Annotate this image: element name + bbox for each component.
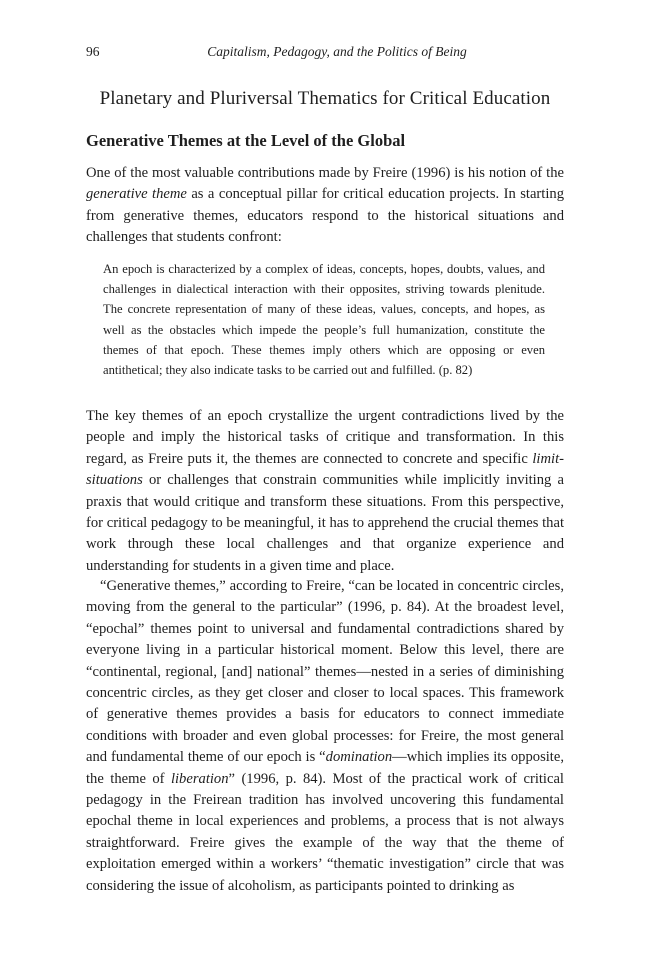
paragraph-2-emphasis: limit-situations: [86, 450, 564, 489]
page-number: 96: [86, 44, 100, 59]
running-header: [86, 44, 564, 64]
paragraph-2: [86, 406, 564, 577]
paragraph-3-text-c: ” (1996, p. 84). Most of the practical work of critical pedagogy in the Freirean tradition has involved uncovering this fundamental epochal theme in local experiences and problems, a process that is not always straightforward. Freire gives the example of the way that the theme of exploitation emerged within a workers’ “thematic investigation” circle that was considering the issue of alcoholism, as participants pointed to drinking as: [86, 770, 564, 894]
paragraph-1-text-a: One of the most valuable contributions made by Freire (1996) is his notion of the: [86, 165, 564, 181]
paragraph-1: [86, 163, 564, 249]
paragraph-1-emphasis: generative theme: [86, 186, 187, 203]
paragraph-3: [86, 576, 564, 897]
paragraph-1-text-b: as a conceptual pillar for critical education projects. In starting from generative themes, educators respond to the historical situations and challenges that students confront:: [86, 186, 565, 246]
section-heading: Generative Themes at the Level of the Global: [86, 131, 406, 150]
chapter-title: Planetary and Pluriversal Thematics for Critical Education: [99, 88, 551, 109]
paragraph-2-text-b: or challenges that constrain communities while implicitly inviting a praxis that would critique and transform these situations. From this perspective, for critical pedagogy to be meaningful, it has to apprehend the crucial themes that work through these local challenges and that organize experience and understanding for students in a given time and place.: [86, 472, 564, 574]
paragraph-2-text-a: The key themes of an epoch crystallize the urgent contradictions lived by the people and imply the historical tasks of critique and transformation. In this regard, as Freire puts it, the themes are connected to concrete and specific: [86, 408, 564, 467]
block-quote: An epoch is characterized by a complex of ideas, concepts, hopes, doubts, values, and challenges in dialectical interaction with their opposites, striving towards plenitude. The concrete representation of many of these ideas, values, concepts, and hopes, as well as the obstacles which impede the people’s full humanization, constitute the themes of that epoch. These themes imply others which are opposing or even antithetical; they also indicate tasks to be carried out and fulfilled. (p. 82): [103, 262, 545, 378]
running-title: Capitalism, Pedagogy, and the Politics of Being: [207, 44, 467, 59]
paragraph-3-text-a: “Generative themes,” according to Freire, “can be located in concentric circles, moving from the general to the particular” (1996, p. 84). At the broadest level, “epochal” themes point to universal and fundamental contradictions shared by everyone living in a particular historical moment. Below this level, there are “continental, regional, [and] national” themes—nested in a series of diminishing concentric circles, as they get closer and closer to local spaces. This framework of generative themes provides a basis for educators to connect immediate conditions with broader and even global processes: for Freire, the most general and fundamental theme of our epoch is “: [86, 578, 564, 766]
paragraph-3-emphasis-domination: domination: [325, 749, 393, 766]
paragraph-3-emphasis-liberation: liberation: [170, 770, 229, 787]
paragraph-3-text-b: —which implies its opposite, the theme of: [86, 749, 564, 787]
